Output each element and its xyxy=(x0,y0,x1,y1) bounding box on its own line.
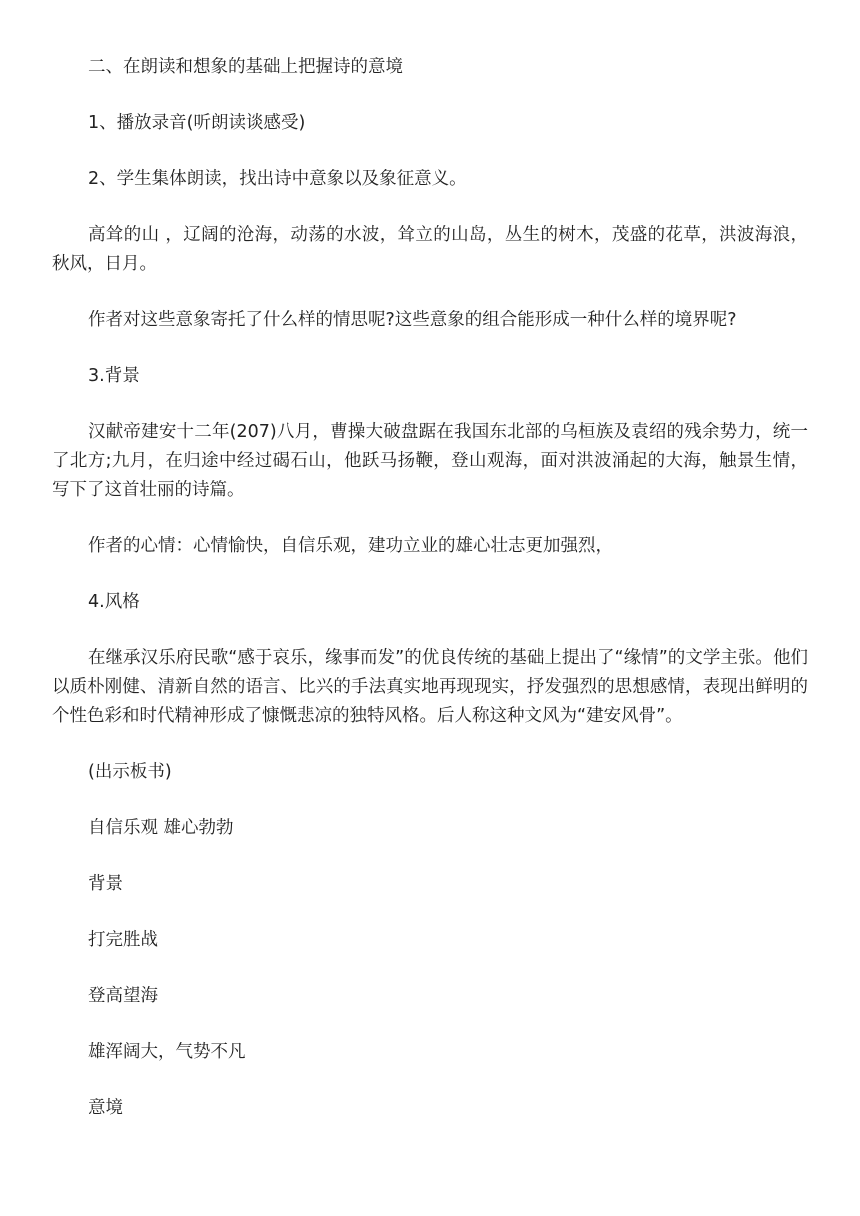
imagery-list: 高耸的山 ，辽阔的沧海，动荡的水波，耸立的山岛，丛生的树木，茂盛的花草，洪波海浪，秋风，日月。 xyxy=(52,225,808,274)
blackboard-line-grandeur: 雄浑阔大，气势不凡 xyxy=(88,1042,246,1062)
style-heading: 4.风格 xyxy=(88,592,140,612)
blackboard-line-victory: 打完胜战 xyxy=(88,930,158,950)
background-text: 汉献帝建安十二年(207)八月，曹操大破盘踞在我国东北部的乌桓族及袁绍的残余势力，统一了北方;九月，在归途中经过碣石山，他跃马扬鞭，登山观海，面对洪波涌起的大海，触景生情，写下了这首壮丽的诗篇。 xyxy=(52,422,808,500)
step-group-reading: 2、学生集体朗读，找出诗中意象以及象征意义。 xyxy=(88,169,467,189)
document-body xyxy=(52,53,808,1123)
blackboard-line-background: 背景 xyxy=(88,874,123,894)
blackboard-line-artistic-conception: 意境 xyxy=(88,1098,123,1118)
step-play-recording: 1、播放录音(听朗读谈感受) xyxy=(88,113,306,133)
author-mood: 作者的心情：心情愉快，自信乐观，建功立业的雄心壮志更加强烈， xyxy=(88,536,613,556)
section-heading-artistic-conception: 二、在朗读和想象的基础上把握诗的意境 xyxy=(88,57,403,77)
blackboard-line-sea-view: 登高望海 xyxy=(88,986,158,1006)
blackboard-note: (出示板书) xyxy=(88,762,172,782)
imagery-question: 作者对这些意象寄托了什么样的情思呢?这些意象的组合能形成一种什么样的境界呢? xyxy=(88,310,737,330)
background-heading: 3.背景 xyxy=(88,366,140,386)
blackboard-line-confidence: 自信乐观 雄心勃勃 xyxy=(88,818,234,838)
style-text: 在继承汉乐府民歌“感于哀乐，缘事而发”的优良传统的基础上提出了“缘情”的文学主张。他们以质朴刚健、清新自然的语言、比兴的手法真实地再现现实，抒发强烈的思想感情，表现出鲜明的个性色彩和时代精神形成了慷慨悲凉的独特风格。后人称这种文风为“建安风骨”。 xyxy=(52,648,808,726)
